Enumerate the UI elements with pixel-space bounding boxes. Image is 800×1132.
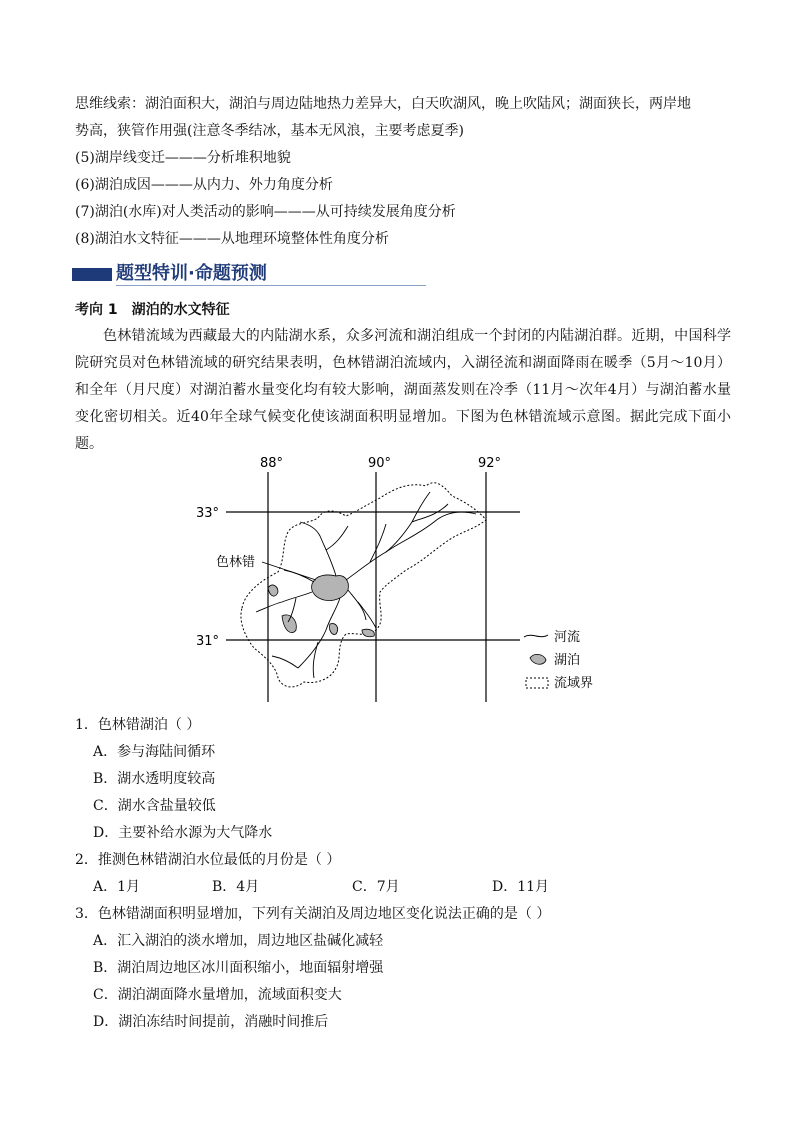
lake-label-leader	[262, 562, 316, 580]
question-3-option-d[interactable]: D．湖泊冻结时间提前，消融时间推后	[93, 1014, 329, 1030]
notes-item-7: (7)湖泊(水库)对人类活动的影响———从可持续发展角度分析	[75, 204, 456, 220]
passage: 色林错流域为西藏最大的内陆湖水系，众多河流和湖泊组成一个封闭的内陆湖泊群。近期，中国科学院研究员对色林错流域的研究结果表明，色林错湖泊流域内，入湖径流和湖面降雨在暖季（5月～10月）和全年（月尺度）对湖泊蓄水量变化均有较大影响，湖面蒸发则在冷季（11月～次年4月）与湖泊蓄水量变化密切相关。近40年全球气候变化使该湖面积明显增加。下图为色林错流域示意图。据此完成下面小题。	[75, 328, 731, 452]
question-1-option-c[interactable]: C．湖水含盐量较低	[93, 798, 216, 814]
banner-bar	[72, 268, 112, 281]
question-1-option-d[interactable]: D．主要补给水源为大气降水	[93, 825, 273, 841]
question-2-option-d[interactable]: D．11月	[492, 879, 550, 895]
legend-boundary-label: 流域界	[554, 676, 594, 691]
banner-rule	[116, 285, 426, 286]
question-2-options	[93, 877, 733, 897]
section-banner	[72, 262, 432, 286]
notes-item-8: (8)湖泊水文特征———从地理环境整体性角度分析	[75, 231, 389, 247]
lake-south	[329, 624, 337, 635]
notes-item-5: (5)湖岸线变迁———分析堆积地貌	[75, 150, 291, 166]
river-network	[256, 492, 476, 678]
legend-lake-label: 湖泊	[554, 653, 581, 668]
question-3-stem: 3．色林错湖面积明显增加，下列有关湖泊及周边地区变化说法正确的是（ ）	[75, 906, 551, 922]
selin-co-basin-map	[190, 452, 610, 707]
legend-lake-symbol	[530, 654, 546, 664]
lake-label: 色林错	[216, 555, 256, 570]
question-3-option-c[interactable]: C．湖泊湖面降水量增加，流域面积变大	[93, 987, 342, 1003]
question-1-option-b[interactable]: B．湖水透明度较高	[93, 771, 216, 787]
notes-line-1: 思维线索：湖泊面积大，湖泊与周边陆地热力差异大，白天吹湖风，晚上吹陆风；湖面狭长，两岸地	[75, 96, 691, 112]
section-title: 湖泊的水文特征	[131, 302, 230, 318]
label-31: 31°	[196, 634, 220, 649]
section-heading	[75, 299, 244, 319]
section-label: 考向 1	[75, 302, 118, 318]
label-33: 33°	[196, 506, 220, 521]
lake-southwest	[282, 615, 296, 633]
legend-river-label: 河流	[554, 630, 581, 645]
question-2-option-c[interactable]: C．7月	[352, 879, 400, 895]
lake-southeast	[362, 629, 374, 637]
question-1-option-a[interactable]: A．参与海陆间循环	[93, 744, 216, 760]
legend-river-symbol	[524, 635, 548, 637]
label-92: 92°	[478, 456, 502, 471]
notes-line-2: 势高，狭管作用强(注意冬季结冰，基本无风浪，主要考虑夏季)	[75, 123, 464, 139]
question-1-stem: 1．色林错湖泊（ ）	[75, 717, 201, 733]
lake-selin-co	[312, 575, 349, 601]
notes-item-6: (6)湖泊成因———从内力、外力角度分析	[75, 177, 333, 193]
question-2-stem: 2．推测色林错湖泊水位最低的月份是（ ）	[75, 852, 341, 868]
lake-west	[268, 585, 278, 596]
label-88: 88°	[260, 456, 284, 471]
question-2-option-b[interactable]: B．4月	[212, 879, 260, 895]
question-3-option-b[interactable]: B．湖泊周边地区冰川面积缩小，地面辐射增强	[93, 960, 384, 976]
label-90: 90°	[368, 456, 392, 471]
legend-boundary-symbol	[526, 678, 548, 688]
map-legend	[524, 629, 593, 691]
banner-title: 题型特训·命题预测	[116, 263, 267, 284]
question-3-option-a[interactable]: A．汇入湖泊的淡水增加，周边地区盐碱化减轻	[93, 933, 384, 949]
question-2-option-a[interactable]: A．1月	[93, 879, 141, 895]
